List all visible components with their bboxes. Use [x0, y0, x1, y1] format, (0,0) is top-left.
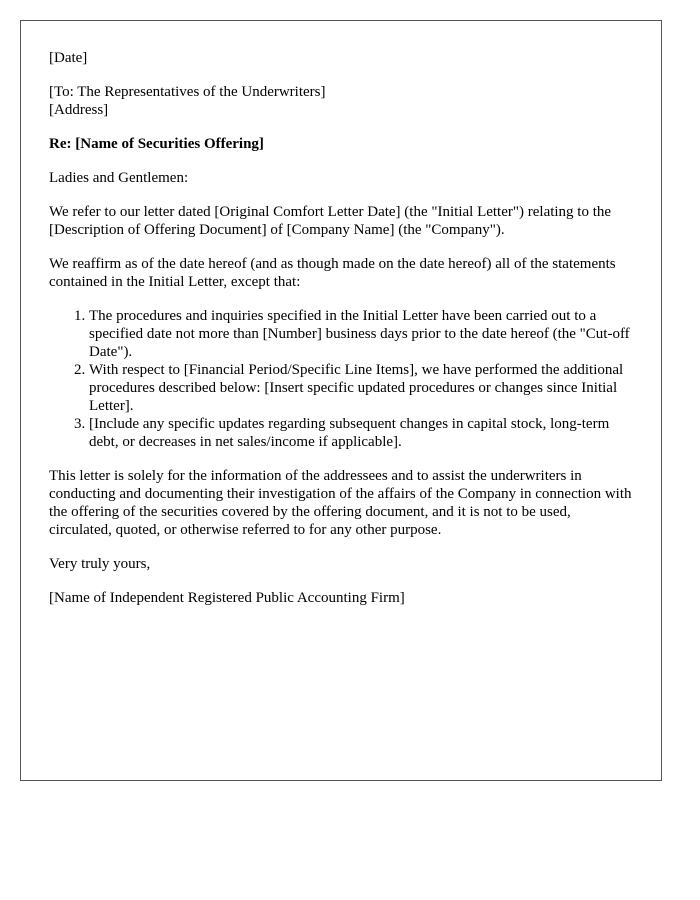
list-item: 2. With respect to [Financial Period/Specific Line Items], we have performed the additional procedures described below: [Insert specific updated procedures or changes since Initial Letter]. — [89, 361, 633, 415]
body-paragraph-3: This letter is solely for the information of the addressees and to assist the underwriters in conducting and documenting their investigation of the affairs of the Company in connection with the offering of the securities covered by the offering document, and it is not to be used, circulated, quoted, or otherwise referred to for any other purpose. — [49, 468, 632, 538]
body-paragraph-2: We reaffirm as of the date hereof (and as though made on the date hereof) all of the statements contained in the Initial Letter, except that: — [49, 256, 616, 290]
subject-line: Re: [Name of Securities Offering] — [49, 136, 264, 152]
letter-page — [20, 20, 662, 781]
salutation: Ladies and Gentlemen: — [49, 170, 189, 186]
body-paragraph-1: We refer to our letter dated [Original Comfort Letter Date] (the "Initial Letter") relating to the [Description of Offering Document] of [Company Name] (the "Company"). — [49, 204, 612, 238]
list-item: 3. [Include any specific updates regarding subsequent changes in capital stock, long-term debt, or decreases in net sales/income if applicable]. — [89, 415, 633, 451]
letter-date: [Date] — [49, 50, 88, 66]
closing: Very truly yours, — [49, 556, 151, 572]
exceptions-list — [49, 307, 633, 451]
recipient-line: [To: The Representatives of the Underwriters] — [49, 84, 326, 100]
list-item: 1. The procedures and inquiries specified in the Initial Letter have been carried out to a specified date not more than [Number] business days prior to the date hereof (the "Cut-off Date"). — [89, 307, 633, 361]
recipient-address: [Address] — [49, 102, 109, 118]
signature: [Name of Independent Registered Public Accounting Firm] — [49, 590, 405, 606]
